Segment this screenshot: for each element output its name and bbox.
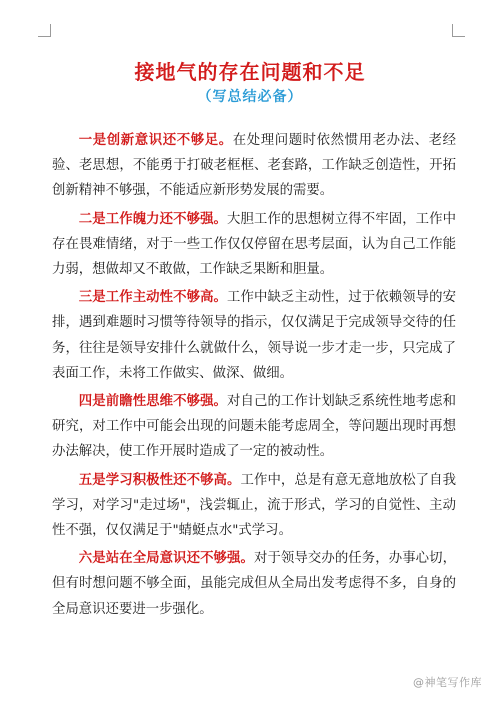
- paragraph-text: 在处理问题时依然惯用老办法、老经验、老思想，不能勇于打破老框框、老套路，工作缺乏创造性，开拓创新精神不够强，不能适应新形势发展的需要。: [52, 133, 457, 199]
- paragraph-text: 工作中，总是有意无意地放松了自我学习，对学习"走过场"，浅尝辄止，流于形式，学习的自觉性、主动性不强，仅仅满足于"蜻蜓点水"式学习。: [52, 472, 457, 539]
- document-body: [52, 128, 456, 625]
- paragraph-1: [52, 128, 456, 204]
- crop-mark-top-right: [452, 24, 465, 37]
- document-subtitle: （写总结必备）: [197, 89, 303, 105]
- paragraph-text: 工作中缺乏主动性，过于依赖领导的安排，遇到难题时习惯等待领导的指示，仅仅满足于完成领导交待的任务，往往是领导安排什么就做什么，领导说一步才走一步，只完成了表面工作，未将工作做实、做深、做细。: [52, 290, 457, 381]
- paragraph-heading: 三是工作主动性不够高。: [78, 289, 228, 306]
- paragraph-2: [52, 207, 456, 283]
- watermark: @神笔写作库: [413, 676, 482, 689]
- paragraph-text: 大胆工作的思想树立得不牢固，工作中存在畏难情绪，对于一些工作仅仅停留在思考层面，认为自己工作能力弱，想做却又不敢做，工作缺乏果断和胆量。: [52, 211, 457, 278]
- paragraph-6: [52, 546, 456, 622]
- paragraph-3: [52, 285, 456, 386]
- paragraph-heading: 二是工作魄力还不够强。: [78, 210, 228, 227]
- paragraph-heading: 一是创新意识还不够足。: [78, 132, 233, 148]
- paragraph-heading: 六是站在全局意识还不够强。: [78, 550, 254, 567]
- paragraph-heading: 四是前瞻性思维不够强。: [78, 393, 228, 410]
- paragraph-text: 对自己的工作计划缺乏系统性地考虑和研究，对工作中可能会出现的问题未能考虑周全，等问题出现时再想办法解决，使工作开展时造成了一定的被动性。: [52, 394, 457, 460]
- paragraph-5: [52, 468, 456, 544]
- paragraph-heading: 五是学习积极性还不够高。: [78, 471, 241, 488]
- paragraph-text: 对于领导交办的任务，办事心切，但有时想问题不够全面，虽能完成但从全局出发考虑得不多，自身的全局意识还要进一步强化。: [52, 551, 457, 617]
- paragraph-4: [52, 389, 456, 465]
- document-title: 接地气的存在问题和不足: [134, 60, 366, 84]
- crop-mark-top-left: [38, 24, 51, 37]
